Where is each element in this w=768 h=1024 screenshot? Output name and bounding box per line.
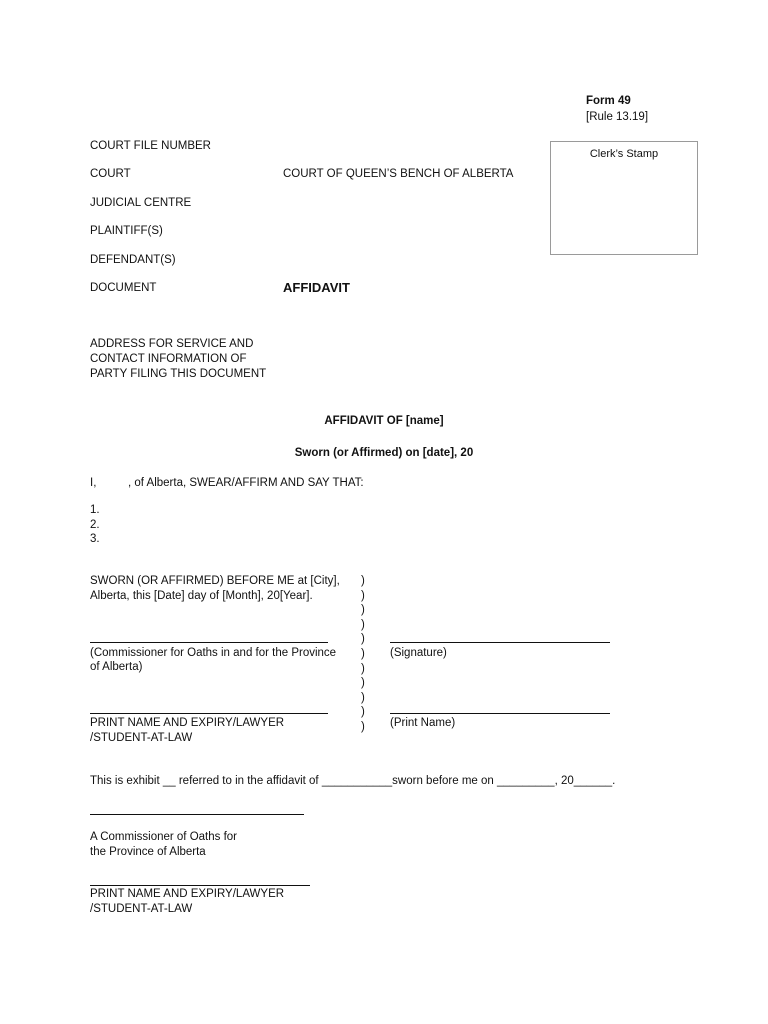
jurat-bracket: ): [361, 633, 365, 646]
form-rule: [Rule 13.19]: [586, 111, 649, 123]
court-file-number-label: COURT FILE NUMBER: [90, 140, 211, 152]
jurat-bracket: ): [361, 604, 365, 617]
commissioner-caption-1: (Commissioner for Oaths in and for the Province: [90, 647, 337, 659]
address-line-3: PARTY FILING THIS DOCUMENT: [90, 368, 267, 380]
plaintiffs-label: PLAINTIFF(S): [90, 225, 163, 237]
exhibit-signature-line: [90, 814, 304, 815]
jurat-sworn-line-1: SWORN (OR AFFIRMED) BEFORE ME at [City],: [90, 575, 340, 587]
paragraph-number: 2.: [90, 519, 100, 531]
jurat-bracket: ): [361, 677, 365, 690]
jurat-bracket: ): [361, 662, 365, 675]
jurat-bracket: ): [361, 706, 365, 719]
judicial-centre-label: JUDICIAL CENTRE: [90, 197, 192, 209]
jurat-bracket: ): [361, 647, 365, 660]
defendants-label: DEFENDANT(S): [90, 254, 176, 266]
commissioner-caption-2: of Alberta): [90, 661, 143, 673]
intro-text: , of Alberta, SWEAR/AFFIRM AND SAY THAT:: [128, 477, 364, 489]
jurat-bracket: ): [361, 691, 365, 704]
paragraph-number: 1.: [90, 504, 100, 516]
commissioner-signature-line: [90, 642, 328, 643]
jurat-bracket: ): [361, 589, 365, 602]
print-name-caption-1: PRINT NAME AND EXPIRY/LAWYER: [90, 717, 285, 729]
exhibit-commissioner-1: A Commissioner of Oaths for: [90, 831, 237, 843]
print-name-caption-2: /STUDENT-AT-LAW: [90, 732, 193, 744]
print-name-caption: (Print Name): [390, 717, 456, 729]
sworn-line: Sworn (or Affirmed) on [date], 20: [294, 447, 474, 459]
jurat-bracket-column: [361, 574, 371, 735]
affidavit-title: AFFIDAVIT OF [name]: [324, 415, 444, 427]
exhibit-print-name-2: /STUDENT-AT-LAW: [90, 903, 193, 915]
jurat-bracket: ): [361, 720, 365, 733]
deponent-signature-line: [390, 642, 610, 643]
exhibit-print-name-line: [90, 885, 310, 886]
clerks-stamp-label: Clerk’s Stamp: [589, 148, 659, 160]
form-number: Form 49: [586, 95, 631, 107]
court-label: COURT: [90, 168, 131, 180]
address-line-1: ADDRESS FOR SERVICE AND: [90, 338, 254, 350]
jurat-sworn-line-2: Alberta, this [Date] day of [Month], 20[Year].: [90, 590, 313, 602]
print-name-line: [90, 713, 328, 714]
deponent-print-name-line: [390, 713, 610, 714]
jurat-bracket: ): [361, 618, 365, 631]
paragraph-number: 3.: [90, 533, 100, 545]
court-value: COURT OF QUEEN’S BENCH OF ALBERTA: [283, 168, 514, 180]
exhibit-statement: This is exhibit __ referred to in the affidavit of ___________sworn before me on _________, 20______.: [90, 775, 616, 787]
jurat-bracket: ): [361, 575, 365, 587]
signature-caption: (Signature): [390, 647, 447, 659]
document-label: DOCUMENT: [90, 282, 157, 294]
exhibit-print-name-1: PRINT NAME AND EXPIRY/LAWYER: [90, 888, 285, 900]
clerks-stamp-box: [550, 141, 698, 255]
document-value: AFFIDAVIT: [283, 280, 350, 295]
intro-pronoun: I,: [90, 477, 97, 489]
exhibit-commissioner-2: the Province of Alberta: [90, 846, 206, 858]
address-line-2: CONTACT INFORMATION OF: [90, 353, 247, 365]
